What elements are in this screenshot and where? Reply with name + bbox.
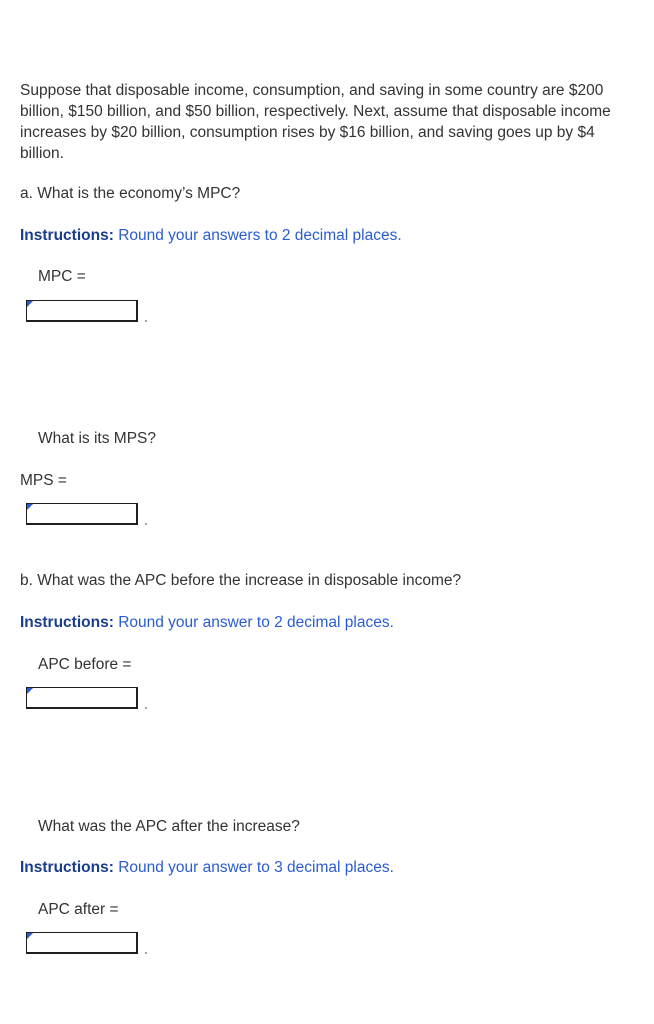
part-b-instructions bbox=[20, 613, 394, 633]
apc-before-input[interactable] bbox=[27, 688, 136, 707]
apc-before-field-dot bbox=[145, 707, 147, 709]
instructions-label: Instructions: bbox=[20, 227, 114, 244]
mpc-label: MPC = bbox=[38, 268, 86, 285]
apc-after-input[interactable] bbox=[27, 933, 136, 952]
apc-after-answer-field[interactable] bbox=[26, 932, 138, 954]
apc-after-label: APC after = bbox=[38, 901, 119, 918]
mpc-input[interactable] bbox=[27, 301, 136, 320]
instructions-label: Instructions: bbox=[20, 859, 114, 876]
apc-after-field-dot bbox=[145, 952, 147, 954]
part-b-prompt: b. What was the APC before the increase in disposable income? bbox=[20, 572, 462, 589]
apc-after-prompt: What was the APC after the increase? bbox=[38, 818, 300, 835]
mpc-answer-field[interactable] bbox=[26, 300, 138, 322]
instructions-text: Round your answer to 2 decimal places. bbox=[118, 614, 394, 631]
mps-label: MPS = bbox=[20, 472, 67, 489]
part-a-prompt: a. What is the economy’s MPC? bbox=[20, 185, 241, 202]
apc-before-answer-field[interactable] bbox=[26, 687, 138, 709]
mps-answer-field[interactable] bbox=[26, 503, 138, 525]
mps-input[interactable] bbox=[27, 504, 136, 523]
instructions-text: Round your answers to 2 decimal places. bbox=[118, 227, 402, 244]
instructions-label: Instructions: bbox=[20, 614, 114, 631]
mpc-field-dot bbox=[145, 320, 147, 322]
part-a-instructions bbox=[20, 226, 402, 246]
mps-field-dot bbox=[145, 523, 147, 525]
apc-before-label: APC before = bbox=[38, 656, 132, 673]
question-intro: Suppose that disposable income, consumption, and saving in some country are $200 billion, $150 billion, and $50 billion, respectively. Next, assume that disposable income increases by $20 billion, consumption rises by $16 billion, and saving goes up by $4 billion. bbox=[20, 82, 611, 162]
mps-prompt: What is its MPS? bbox=[38, 430, 156, 447]
apc-after-instructions bbox=[20, 858, 394, 878]
instructions-text: Round your answer to 3 decimal places. bbox=[118, 859, 394, 876]
